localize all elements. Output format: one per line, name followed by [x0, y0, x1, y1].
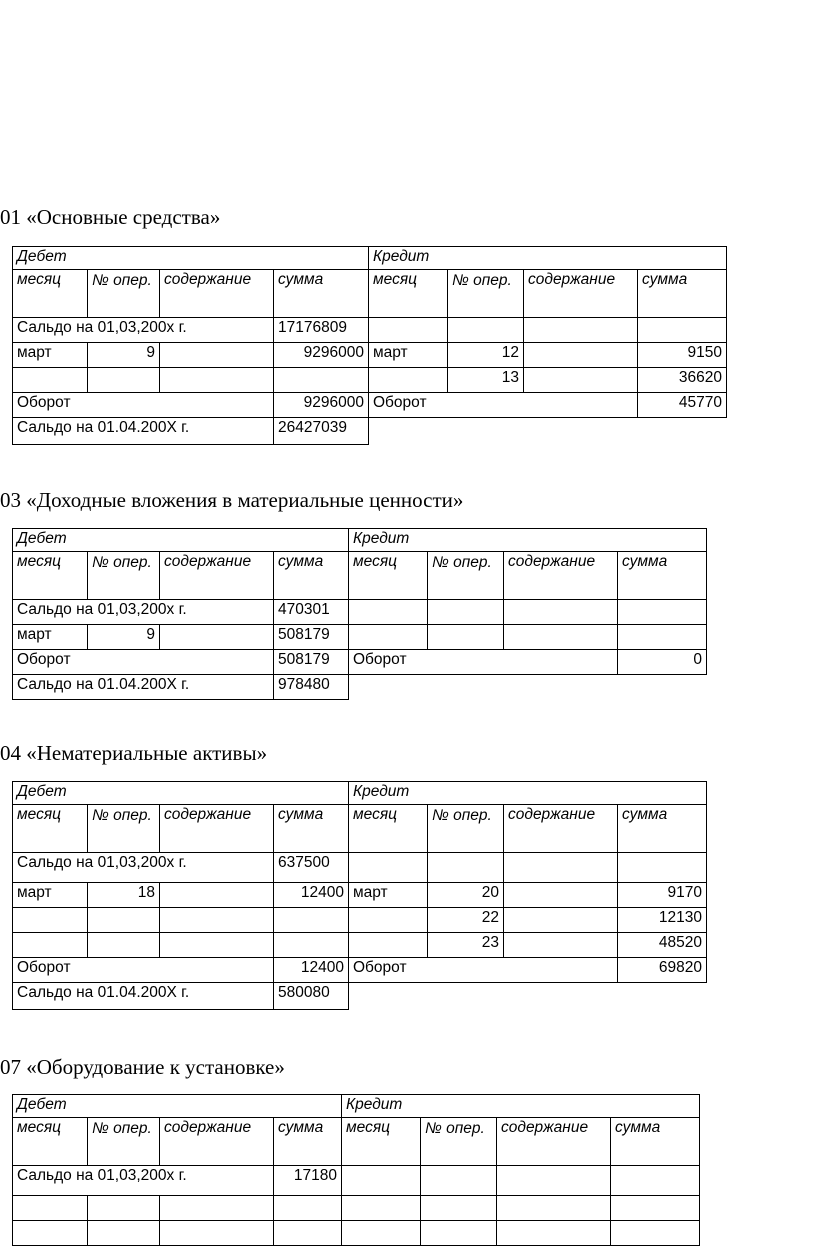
opening-balance-row — [13, 318, 727, 343]
content-header: содержание — [160, 552, 274, 600]
content-header: содержание — [160, 1118, 274, 1166]
credit-header: Кредит — [342, 1095, 700, 1118]
debit-month: март — [13, 883, 88, 908]
month-header: месяц — [13, 270, 88, 318]
debit-header: Дебет — [13, 529, 349, 552]
credit-month — [349, 625, 428, 650]
debit-op-no: 9 — [88, 343, 160, 368]
op-no-header: № опер. — [428, 552, 504, 600]
closing-balance-label: Сальдо на 01.04.200Х г. — [13, 675, 274, 700]
credit-sum: 12130 — [618, 908, 707, 933]
content-header: содержание — [497, 1118, 611, 1166]
turnover-debit: 508179 — [274, 650, 349, 675]
month-header: месяц — [369, 270, 448, 318]
content-header: содержание — [160, 805, 274, 853]
credit-month: март — [369, 343, 448, 368]
credit-header: Кредит — [369, 247, 727, 270]
table-row — [13, 368, 727, 393]
debit-content — [160, 883, 274, 908]
debit-op-no — [88, 908, 160, 933]
opening-balance-label: Сальдо на 01,03,200х г. — [13, 853, 274, 883]
sum-header: сумма — [618, 552, 707, 600]
debit-month — [13, 908, 88, 933]
debit-sum — [274, 368, 369, 393]
credit-header: Кредит — [349, 529, 707, 552]
debit-op-no — [88, 933, 160, 958]
month-header: месяц — [349, 805, 428, 853]
table-row — [13, 343, 727, 368]
account-table — [12, 1094, 700, 1246]
credit-content — [504, 883, 618, 908]
op-no-header: № опер. — [88, 1118, 160, 1166]
month-header: месяц — [13, 1118, 88, 1166]
month-header: месяц — [13, 805, 88, 853]
month-header: месяц — [13, 552, 88, 600]
op-no-header: № опер. — [88, 805, 160, 853]
debit-op-no: 18 — [88, 883, 160, 908]
debit-op-no: 9 — [88, 625, 160, 650]
section-title: 04 «Нематериальные активы» — [0, 741, 268, 765]
turnover-row — [13, 958, 707, 983]
credit-header: Кредит — [349, 782, 707, 805]
table-row — [13, 933, 707, 958]
turnover-row — [13, 393, 727, 418]
section-title: 07 «Оборудование к установке» — [0, 1055, 285, 1079]
month-header: месяц — [349, 552, 428, 600]
credit-month — [349, 908, 428, 933]
credit-content — [524, 343, 638, 368]
closing-balance-value: 580080 — [274, 983, 349, 1010]
credit-sum: 9170 — [618, 883, 707, 908]
content-header: содержание — [160, 270, 274, 318]
closing-balance-value: 26427039 — [274, 418, 369, 445]
turnover-credit: 69820 — [618, 958, 707, 983]
credit-op-no — [428, 625, 504, 650]
debit-sum: 12400 — [274, 883, 349, 908]
sum-header: сумма — [611, 1118, 700, 1166]
closing-balance-row — [13, 983, 707, 1010]
section-title: 01 «Основные средства» — [0, 205, 221, 229]
month-header: месяц — [342, 1118, 421, 1166]
debit-month — [13, 368, 88, 393]
debit-sum: 9296000 — [274, 343, 369, 368]
debit-header: Дебет — [13, 782, 349, 805]
turnover-row — [13, 650, 707, 675]
credit-sum: 48520 — [618, 933, 707, 958]
credit-op-no: 12 — [448, 343, 524, 368]
opening-balance-label: Сальдо на 01,03,200х г. — [13, 600, 274, 625]
turnover-credit-label: Оборот — [349, 650, 618, 675]
sum-header: сумма — [274, 805, 349, 853]
credit-content — [524, 368, 638, 393]
debit-content — [160, 343, 274, 368]
debit-header: Дебет — [13, 1095, 342, 1118]
credit-op-no: 22 — [428, 908, 504, 933]
sum-header: сумма — [274, 270, 369, 318]
debit-header: Дебет — [13, 247, 369, 270]
op-no-header: № опер. — [421, 1118, 497, 1166]
account-table — [12, 781, 707, 1010]
content-header: содержание — [504, 805, 618, 853]
sum-header: сумма — [274, 1118, 342, 1166]
opening-balance-value: 17180 — [274, 1166, 342, 1196]
table-row — [13, 908, 707, 933]
credit-content — [504, 908, 618, 933]
turnover-credit: 45770 — [638, 393, 727, 418]
table-row — [13, 1196, 700, 1221]
credit-sum: 36620 — [638, 368, 727, 393]
turnover-label: Оборот — [13, 393, 274, 418]
debit-sum: 508179 — [274, 625, 349, 650]
opening-balance-row — [13, 1166, 700, 1196]
debit-month: март — [13, 625, 88, 650]
op-no-header: № опер. — [88, 270, 160, 318]
turnover-label: Оборот — [13, 650, 274, 675]
op-no-header: № опер. — [428, 805, 504, 853]
opening-balance-value: 637500 — [274, 853, 349, 883]
account-table — [12, 246, 727, 445]
turnover-debit: 9296000 — [274, 393, 369, 418]
closing-balance-value: 978480 — [274, 675, 349, 700]
debit-sum — [274, 933, 349, 958]
credit-sum: 9150 — [638, 343, 727, 368]
sum-header: сумма — [274, 552, 349, 600]
debit-op-no — [88, 368, 160, 393]
opening-balance-value: 470301 — [274, 600, 349, 625]
turnover-credit-label: Оборот — [349, 958, 618, 983]
content-header: содержание — [524, 270, 638, 318]
sum-header: сумма — [638, 270, 727, 318]
credit-op-no: 20 — [428, 883, 504, 908]
credit-month — [349, 933, 428, 958]
opening-balance-row — [13, 600, 707, 625]
credit-month — [369, 368, 448, 393]
credit-op-no: 23 — [428, 933, 504, 958]
debit-content — [160, 368, 274, 393]
sum-header: сумма — [618, 805, 707, 853]
credit-month: март — [349, 883, 428, 908]
opening-balance-label: Сальдо на 01,03,200х г. — [13, 318, 274, 343]
debit-month — [13, 933, 88, 958]
opening-balance-label: Сальдо на 01,03,200х г. — [13, 1166, 274, 1196]
turnover-label: Оборот — [13, 958, 274, 983]
debit-sum — [274, 908, 349, 933]
opening-balance-row — [13, 853, 707, 883]
closing-balance-label: Сальдо на 01.04.200Х г. — [13, 983, 274, 1010]
section-title: 03 «Доходные вложения в материальные ценности» — [0, 488, 464, 512]
op-no-header: № опер. — [88, 552, 160, 600]
debit-content — [160, 908, 274, 933]
turnover-credit-label: Оборот — [369, 393, 638, 418]
op-no-header: № опер. — [448, 270, 524, 318]
credit-sum — [618, 625, 707, 650]
content-header: содержание — [504, 552, 618, 600]
table-row — [13, 625, 707, 650]
turnover-debit: 12400 — [274, 958, 349, 983]
debit-month: март — [13, 343, 88, 368]
credit-op-no: 13 — [448, 368, 524, 393]
debit-content — [160, 933, 274, 958]
closing-balance-row — [13, 675, 707, 700]
table-row — [13, 1221, 700, 1246]
credit-content — [504, 625, 618, 650]
opening-balance-value: 17176809 — [274, 318, 369, 343]
account-table — [12, 528, 707, 700]
closing-balance-row — [13, 418, 727, 445]
turnover-credit: 0 — [618, 650, 707, 675]
debit-content — [160, 625, 274, 650]
closing-balance-label: Сальдо на 01.04.200Х г. — [13, 418, 274, 445]
table-row — [13, 883, 707, 908]
credit-content — [504, 933, 618, 958]
